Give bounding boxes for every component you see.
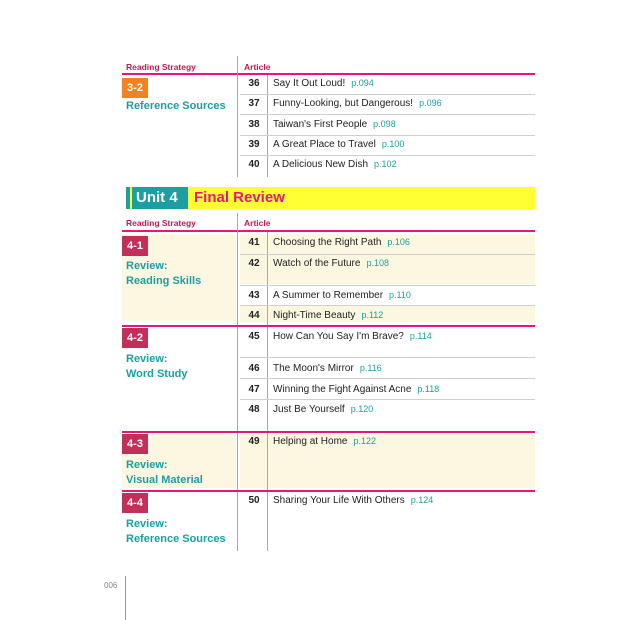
strategy-title-line2: Visual Material: [126, 474, 203, 486]
column-divider: [237, 56, 238, 177]
article-page: p.116: [359, 363, 382, 373]
article-page: p.106: [387, 237, 410, 247]
group-rule: [122, 325, 535, 327]
article-number: 38: [248, 119, 260, 130]
article-header: Article: [244, 218, 271, 228]
row-divider: [240, 357, 535, 358]
article-title: Winning the Fight Against Acne: [273, 384, 412, 395]
article-page: p.098: [373, 119, 396, 129]
article-header: Article: [244, 62, 271, 72]
article-number: 39: [248, 139, 260, 150]
article-page: p.096: [419, 98, 442, 108]
article-title: A Summer to Remember: [273, 290, 384, 301]
article-title: Taiwan's First People: [273, 119, 368, 130]
header-rule: [122, 230, 535, 232]
article-page: p.120: [350, 404, 374, 414]
strategy-title-line2: Reading Skills: [126, 275, 202, 287]
row-divider: [240, 135, 535, 136]
article-number: 43: [248, 290, 260, 301]
article-number: 48: [248, 404, 260, 415]
article-page: p.118: [417, 384, 440, 394]
strategy-badge: 4-1: [122, 236, 148, 256]
article-number: 36: [248, 78, 260, 89]
row-divider: [240, 285, 535, 286]
row-divider: [240, 94, 535, 95]
article-page: p.094: [351, 78, 374, 88]
row-divider: [240, 378, 535, 379]
article-title: Say It Out Loud!: [273, 78, 346, 89]
article-number: 45: [248, 331, 260, 342]
article-page: p.110: [389, 290, 411, 300]
article-title: The Moon's Mirror: [273, 363, 354, 374]
strategy-title-line1: Review:: [126, 459, 168, 471]
article-page: p.114: [409, 331, 432, 341]
article-page: p.108: [366, 258, 389, 268]
article-title: How Can You Say I'm Brave?: [273, 331, 404, 342]
article-number: 37: [248, 98, 260, 109]
article-page: p.102: [374, 159, 397, 169]
unit-label: Unit 4: [136, 189, 178, 206]
article-title: Funny-Looking, but Dangerous!: [273, 98, 414, 109]
row-divider: [240, 114, 535, 115]
article-number: 47: [248, 384, 260, 395]
footer-divider: [125, 576, 126, 620]
column-divider: [237, 213, 238, 551]
number-divider: [267, 232, 268, 551]
row-divider: [240, 399, 535, 400]
strategy-badge: 4-2: [122, 328, 148, 348]
strategy-header: Reading Strategy: [126, 218, 196, 228]
header-rule: [122, 73, 535, 75]
row-divider: [240, 305, 535, 306]
unit-banner-accent: [126, 187, 130, 209]
article-number: 49: [248, 436, 260, 447]
article-number: 50: [248, 495, 260, 506]
strategy-title-line2: Reference Sources: [126, 533, 226, 545]
article-page: p.100: [381, 139, 405, 149]
number-divider: [267, 75, 268, 177]
article-title: Helping at Home: [273, 436, 348, 447]
row-divider: [240, 254, 535, 255]
strategy-badge: 3-2: [122, 78, 148, 98]
article-title: A Delicious New Dish: [273, 159, 369, 170]
article-title: Sharing Your Life With Others: [273, 495, 405, 506]
article-title: Just Be Yourself: [273, 404, 345, 415]
article-number: 44: [248, 310, 260, 321]
page-number: 006: [104, 581, 118, 590]
article-number: 46: [248, 363, 260, 374]
strategy-header: Reading Strategy: [126, 62, 196, 72]
group-rule: [122, 490, 535, 492]
article-page: p.122: [353, 436, 377, 446]
article-title: Choosing the Right Path: [273, 237, 382, 248]
article-number: 42: [248, 258, 260, 269]
strategy-title: Reference Sources: [126, 100, 226, 112]
article-title: Watch of the Future: [273, 258, 361, 269]
strategy-title-line1: Review:: [126, 518, 168, 530]
strategy-badge: 4-4: [122, 493, 148, 513]
strategy-title-line2: Word Study: [126, 368, 188, 380]
article-number: 41: [248, 237, 260, 248]
strategy-title-line1: Review:: [126, 260, 168, 272]
row-divider: [240, 155, 535, 156]
article-page: p.124: [410, 495, 434, 505]
unit-banner: [126, 187, 535, 209]
article-page: p.112: [361, 310, 384, 320]
article-title: Night-Time Beauty: [273, 310, 356, 321]
group-rule: [122, 431, 535, 433]
strategy-badge: 4-3: [122, 434, 148, 454]
unit-title: Final Review: [194, 189, 285, 206]
article-title: A Great Place to Travel: [273, 139, 376, 150]
strategy-title-line1: Review:: [126, 353, 168, 365]
article-number: 40: [248, 159, 260, 170]
